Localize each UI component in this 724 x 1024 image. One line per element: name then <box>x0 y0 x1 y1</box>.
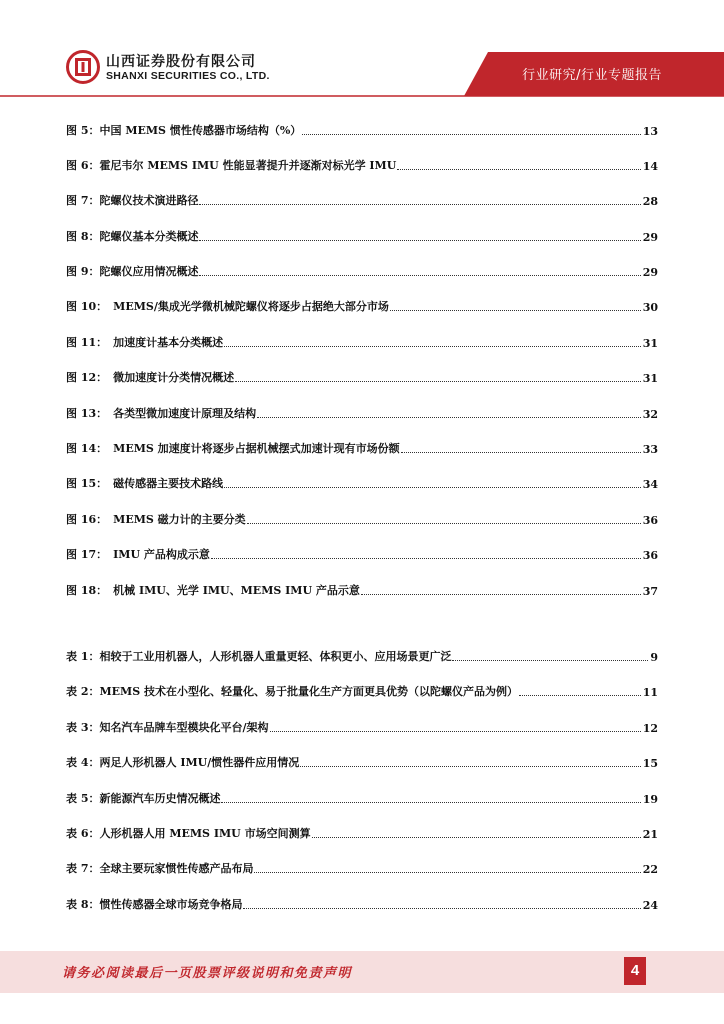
toc-entry[interactable] <box>66 226 658 244</box>
toc-entry[interactable] <box>66 120 658 138</box>
toc-page-number: 14 <box>642 160 658 173</box>
toc-entry[interactable] <box>66 403 658 421</box>
toc-leader <box>199 240 640 241</box>
toc-page-number: 34 <box>642 478 658 491</box>
toc-title: 各类型微加速度计原理及结构 <box>113 407 257 420</box>
toc-title: MEMS 技术在小型化、轻量化、易于批量化生产方面更具优势（以陀螺仪产品为例） <box>99 685 518 698</box>
toc-title: 新能源汽车历史情况概述 <box>99 792 221 805</box>
toc-entry[interactable] <box>66 858 658 876</box>
toc-page-number: 15 <box>642 757 658 770</box>
toc-label: 图 5： <box>66 124 100 137</box>
toc-page-number: 19 <box>642 793 658 806</box>
toc-label: 图 17： <box>66 548 108 561</box>
toc-entry[interactable] <box>66 788 658 806</box>
toc-leader <box>452 660 648 661</box>
toc-page-number: 29 <box>642 266 658 279</box>
toc-title: 中国 MEMS 惯性传感器市场结构（%） <box>99 124 302 137</box>
toc-title: 磁传感器主要技术路线 <box>113 477 224 490</box>
toc-leader <box>519 695 641 696</box>
toc-entry[interactable] <box>66 580 658 598</box>
toc-entry[interactable] <box>66 717 658 735</box>
toc-page-number: 30 <box>642 301 658 314</box>
toc-title: 陀螺仪基本分类概述 <box>99 230 199 243</box>
toc-entry[interactable] <box>66 438 658 456</box>
toc-label: 表 3： <box>66 721 100 734</box>
toc-leader <box>224 346 641 347</box>
toc-leader <box>247 523 641 524</box>
toc-label: 表 6： <box>66 827 100 840</box>
toc-entry[interactable] <box>66 509 658 527</box>
toc-label: 表 7： <box>66 862 100 875</box>
toc-title: 陀螺仪技术演进路径 <box>99 194 199 207</box>
toc-leader <box>302 134 640 135</box>
toc-entry[interactable] <box>66 190 658 208</box>
toc-leader <box>224 487 641 488</box>
header-band <box>0 0 724 100</box>
company-logo-icon <box>66 50 100 84</box>
toc-page-number: 31 <box>642 337 658 350</box>
toc-title: 知名汽车品牌车型模块化平台/架构 <box>99 721 269 734</box>
company-name-cn: 山西证券股份有限公司 <box>106 54 256 70</box>
toc-label: 图 18： <box>66 584 108 597</box>
toc-leader <box>199 204 640 205</box>
toc-title: 机械 IMU、光学 IMU、MEMS IMU 产品示意 <box>113 584 360 597</box>
toc-leader <box>401 452 641 453</box>
toc-page-number: 24 <box>642 899 658 912</box>
toc-label: 图 14： <box>66 442 108 455</box>
toc-leader <box>199 275 640 276</box>
report-type-label: 行业研究/行业专题报告 <box>522 68 662 83</box>
toc-leader <box>243 908 640 909</box>
toc-leader <box>221 802 640 803</box>
toc-page-number: 36 <box>642 549 658 562</box>
toc-entry[interactable] <box>66 752 658 770</box>
toc-leader <box>254 872 640 873</box>
toc-label: 图 7： <box>66 194 100 207</box>
toc-leader <box>361 594 641 595</box>
toc-leader <box>397 169 640 170</box>
toc-leader <box>257 417 641 418</box>
toc-label: 图 16： <box>66 513 108 526</box>
toc-title: 相较于工业用机器人，人形机器人重量更轻、体积更小、应用场景更广泛 <box>99 650 452 663</box>
toc-title: 陀螺仪应用情况概述 <box>99 265 199 278</box>
toc-entry[interactable] <box>66 681 658 699</box>
toc-title: IMU 产品构成示意 <box>113 548 210 561</box>
toc-leader <box>390 310 641 311</box>
company-name-en: SHANXI SECURITIES CO., LTD. <box>106 70 270 82</box>
toc-title: MEMS 磁力计的主要分类 <box>113 513 246 526</box>
toc-label: 表 1： <box>66 650 100 663</box>
page-header <box>0 0 724 100</box>
toc-page-number: 29 <box>642 231 658 244</box>
toc-page-number: 36 <box>642 514 658 527</box>
toc-label: 图 15： <box>66 477 108 490</box>
toc-page-number: 28 <box>642 195 658 208</box>
toc-title: 加速度计基本分类概述 <box>113 336 224 349</box>
toc-label: 表 2： <box>66 685 100 698</box>
toc-page-number: 31 <box>642 372 658 385</box>
disclaimer-note: 请务必阅读最后一页股票评级说明和免责声明 <box>62 966 353 981</box>
toc-page-number: 32 <box>642 408 658 421</box>
toc-entry[interactable] <box>66 296 658 314</box>
toc-page-number: 21 <box>642 828 658 841</box>
toc-leader <box>300 766 640 767</box>
page-number: 4 <box>624 957 646 985</box>
toc-entry[interactable] <box>66 894 658 912</box>
toc-title: 人形机器人用 MEMS IMU 市场空间测算 <box>99 827 311 840</box>
toc-entry[interactable] <box>66 473 658 491</box>
toc-leader <box>211 558 641 559</box>
toc-leader <box>312 837 641 838</box>
toc-entry[interactable] <box>66 367 658 385</box>
toc-title: 霍尼韦尔 MEMS IMU 性能显著提升并逐渐对标光学 IMU <box>99 159 397 172</box>
toc-page-number: 13 <box>642 125 658 138</box>
toc-label: 图 10： <box>66 300 108 313</box>
toc-page-number: 33 <box>642 443 658 456</box>
toc-title: 微加速度计分类情况概述 <box>113 371 235 384</box>
toc-title: 全球主要玩家惯性传感产品布局 <box>99 862 254 875</box>
toc-entry[interactable] <box>66 155 658 173</box>
toc-title: MEMS/集成光学微机械陀螺仪将逐步占据绝大部分市场 <box>113 300 389 313</box>
toc-label: 表 5： <box>66 792 100 805</box>
toc-leader <box>235 381 641 382</box>
toc-page-number: 9 <box>650 651 658 664</box>
toc-entry[interactable] <box>66 544 658 562</box>
toc-label: 图 8： <box>66 230 100 243</box>
toc-leader <box>270 731 641 732</box>
toc-entry[interactable] <box>66 823 658 841</box>
toc-entry[interactable] <box>66 646 658 664</box>
toc-page-number: 37 <box>642 585 658 598</box>
toc-label: 图 6： <box>66 159 100 172</box>
toc-label: 表 4： <box>66 756 100 769</box>
toc-title: 两足人形机器人 IMU/惯性器件应用情况 <box>99 756 300 769</box>
toc-title: MEMS 加速度计将逐步占据机械摆式加速计现有市场份额 <box>113 442 400 455</box>
toc-label: 图 11： <box>66 336 108 349</box>
toc-page-number: 11 <box>642 686 658 699</box>
toc-label: 图 13： <box>66 407 108 420</box>
toc-label: 表 8： <box>66 898 100 911</box>
toc-page-number: 22 <box>642 863 658 876</box>
toc-entry[interactable] <box>66 261 658 279</box>
toc-page-number: 12 <box>642 722 658 735</box>
toc-label: 图 9： <box>66 265 100 278</box>
toc-entry[interactable] <box>66 332 658 350</box>
toc-title: 惯性传感器全球市场竞争格局 <box>99 898 243 911</box>
toc-label: 图 12： <box>66 371 108 384</box>
